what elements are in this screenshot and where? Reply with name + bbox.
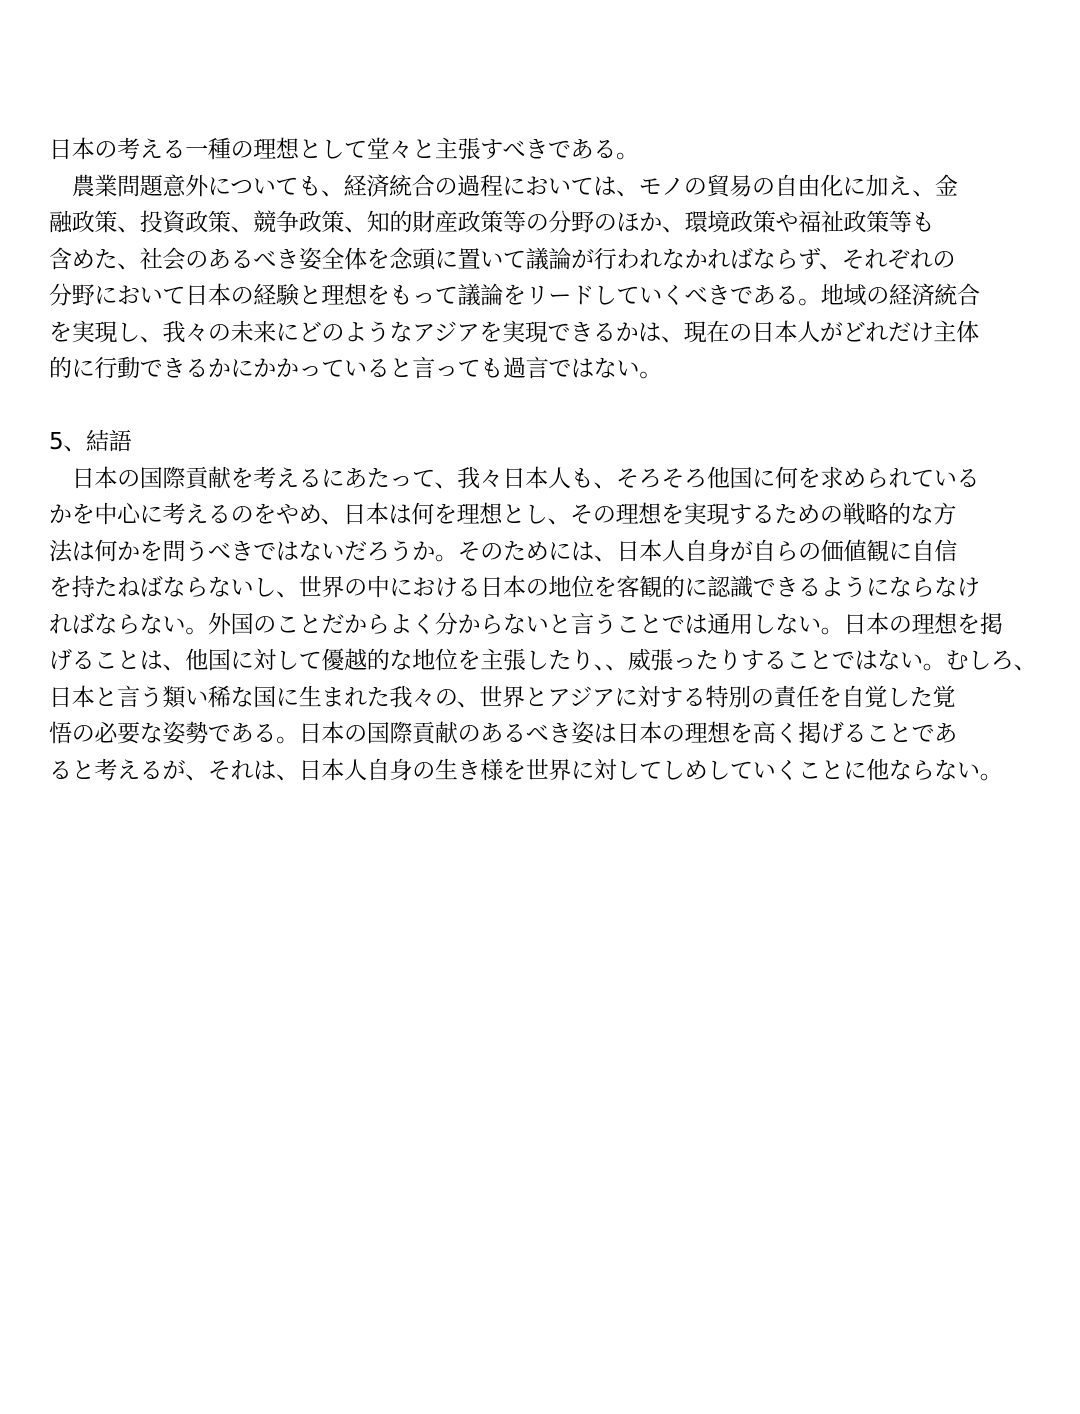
text-line: ればならない。外国のことだからよく分からないと言うことでは通用しない。日本の理想を掲 bbox=[49, 611, 1003, 638]
text-line: を実現し、我々の未来にどのようなアジアを実現できるかは、現在の日本人がどれだけ主体 bbox=[49, 319, 979, 346]
text-line: ると考えるが、それは、日本人自身の生き様を世界に対してしめしていくことに他ならない。 bbox=[49, 757, 1003, 784]
text-line: 的に行動できるかにかかっていると言っても過言ではない。 bbox=[49, 356, 662, 382]
text-line: 日本と言う類い稀な国に生まれた我々の、世界とアジアに対する特別の責任を自覚した覚 bbox=[49, 684, 956, 711]
text-line: 日本の国際貢献を考えるにあたって、我々日本人も、そろそろ他国に何を求められている bbox=[49, 465, 980, 492]
text-line: を持たねばならないし、世界の中における日本の地位を客観的に認識できるようにならなけ bbox=[49, 575, 980, 601]
text-line: 法は何かを問うべきではないだろうか。そのためには、日本人自身が自らの価値観に自信 bbox=[49, 538, 958, 565]
text-line: 分野において日本の経験と理想をもって議論をリードしていくべきである。地域の経済統合 bbox=[49, 283, 980, 309]
text-line: げることは、他国に対して優越的な地位を主張したり、、威張ったりすることではない。むしろ、 bbox=[49, 648, 1037, 674]
section-heading: 5、結語 bbox=[49, 429, 132, 455]
text-line: かを中心に考えるのをやめ、日本は何を理想とし、その理想を実現するための戦略的な方 bbox=[49, 502, 957, 528]
document-body bbox=[49, 132, 1039, 789]
text-line: 農業問題意外についても、経済統合の過程においては、モノの貿易の自由化に加え、金 bbox=[49, 173, 958, 200]
text-line: 融政策、投資政策、競争政策、知的財産政策等の分野のほか、環境政策や福祉政策等も bbox=[49, 210, 935, 236]
paragraph-gap bbox=[49, 388, 1039, 425]
text-line: 悟の必要な姿勢である。日本の国際貢献のあるべき姿は日本の理想を高く掲げることであ bbox=[49, 721, 958, 747]
text-line: 日本の考える一種の理想として堂々と主張すべきである。 bbox=[49, 137, 639, 163]
text-line: 含めた、社会のあるべき姿全体を念頭に置いて議論が行われなかればならず、それぞれの bbox=[49, 246, 956, 273]
